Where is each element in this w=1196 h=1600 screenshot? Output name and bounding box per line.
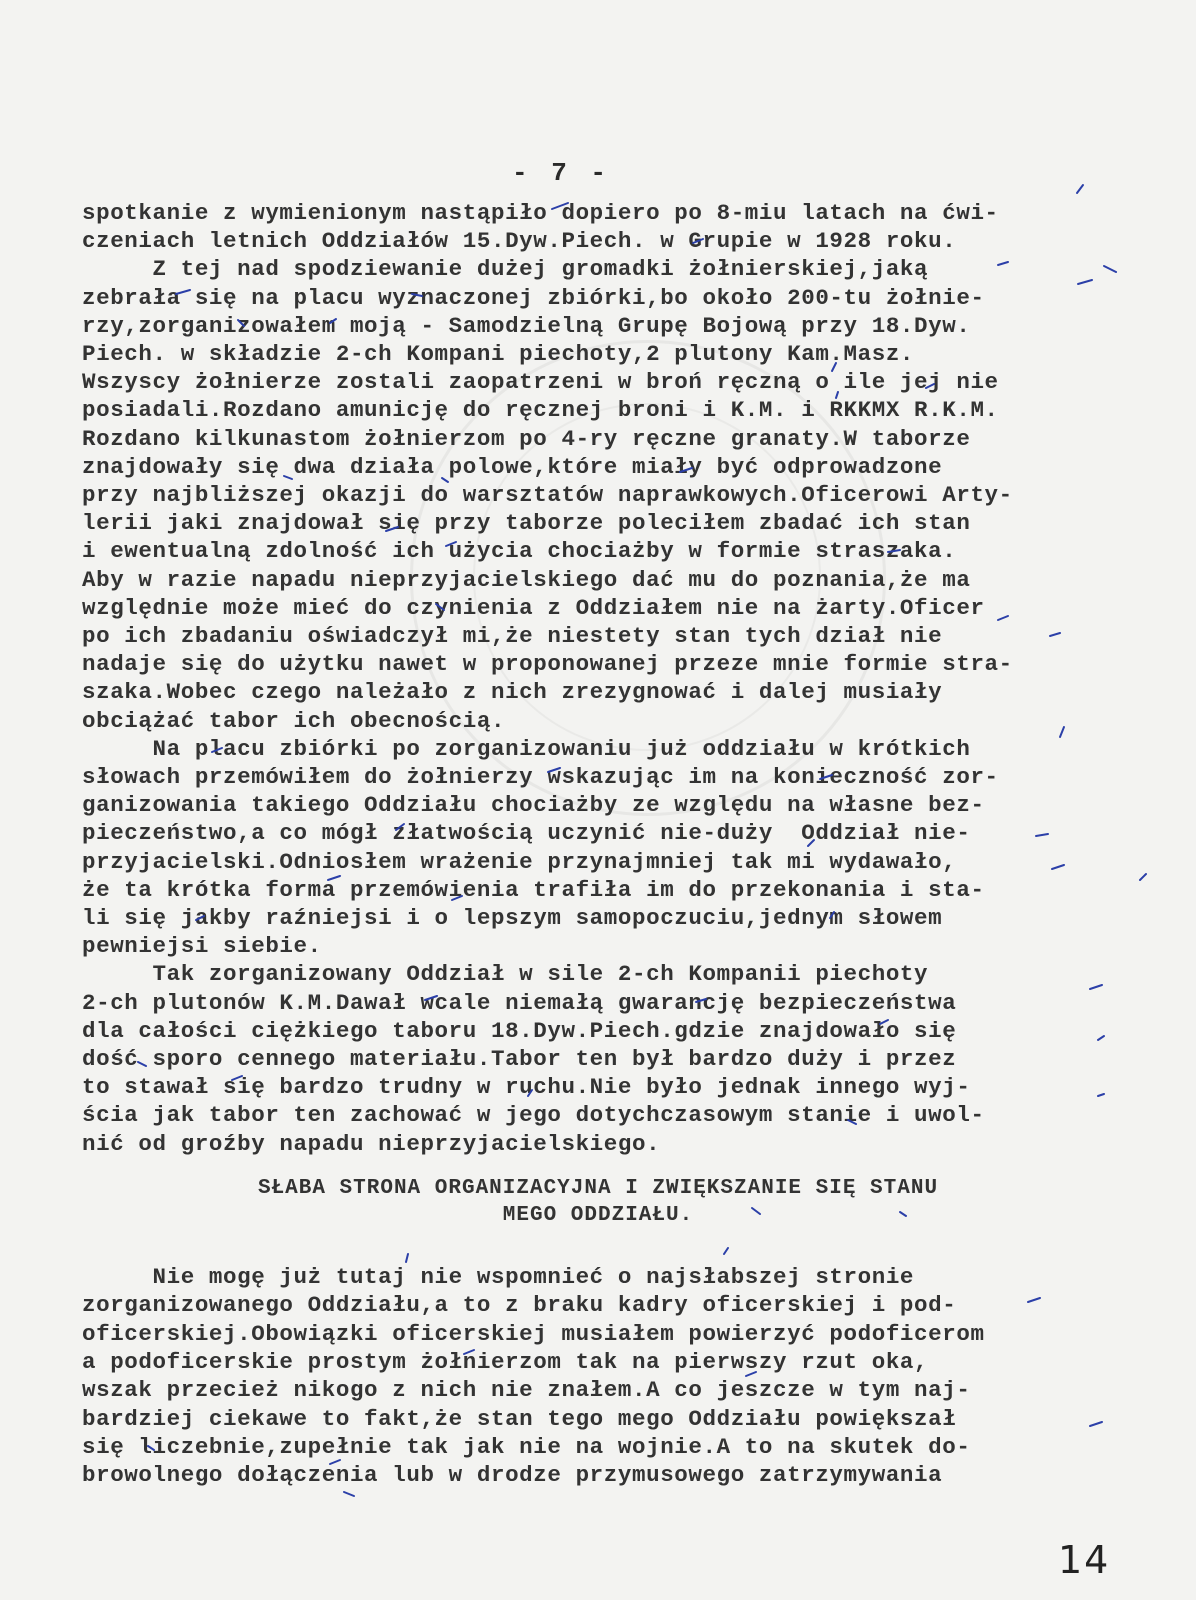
text-line: posiadali.Rozdano amunicję do ręcznej broni i K.M. i RKKMX R.K.M. <box>82 397 999 424</box>
page-number: - 7 - <box>511 158 610 188</box>
text-line: oficerskiej.Obowiązki oficerskiej musiałem powierzyć podoficerom <box>82 1320 985 1347</box>
text-line: browolnego dołączenia lub w drodze przymusowego zatrzymywania <box>82 1462 943 1489</box>
text-line: Rozdano kilkunastom żołnierzom po 4-ry ręczne granaty.W taborze <box>82 425 971 452</box>
text-line: a podoficerskie prostym żołnierzom tak na pierwszy rzut oka, <box>82 1348 929 1375</box>
text-line: pewniejsi siebie. <box>82 933 322 960</box>
text-line: Na placu zbiórki po zorganizowaniu już oddziału w krótkich <box>82 735 971 762</box>
text-line: przyjacielski.Odniosłem wrażenie przynajmniej tak mi wydawało, <box>82 848 957 875</box>
text-line: ganizowania takiego Oddziału chociażby ze względu na własne bez- <box>82 792 985 819</box>
text-line: dość sporo cennego materiału.Tabor ten był bardzo duży i przez <box>82 1046 957 1072</box>
text-line: ścia jak tabor ten zachować w jego dotychczasowym stanie i uwol- <box>82 1102 985 1129</box>
text-line: pieczeństwo,a co mógł złatwością uczynić nie-duży Oddział nie- <box>82 820 971 847</box>
text-line: się liczebnie,zupełnie tak jak nie na wojnie.A to na skutek do- <box>82 1433 971 1460</box>
text-line: znajdowały się dwa działa polowe,które miały być odprowadzone <box>82 453 943 480</box>
text-line: Aby w razie napadu nieprzyjacielskiego dać mu do poznania,że ma <box>82 566 971 593</box>
text-line: wszak przecież nikogo z nich nie znałem.A co jeszcze w tym naj- <box>82 1377 971 1404</box>
text-line: przy najbliższej okazji do warsztatów naprawkowych.Oficerowi Arty- <box>82 482 1013 508</box>
text-line: 2-ch plutonów K.M.Dawał wcale niemałą gwarancję bezpieczeństwa <box>82 989 957 1016</box>
text-line: słowach przemówiłem do żołnierzy wskazując im na konieczność zor- <box>82 764 999 790</box>
text-line: zorganizowanego Oddziału,a to z braku kadry oficerskiej i pod- <box>82 1292 957 1319</box>
text-line: Piech. w składzie 2-ch Kompani piechoty,2 plutony Kam.Masz. <box>82 341 915 367</box>
text-line: Z tej nad spodziewanie dużej gromadki żołnierskiej,jaką <box>82 256 929 283</box>
text-line: Wszyscy żołnierze zostali zaopatrzeni w broń ręczną o ile jej nie <box>82 369 999 396</box>
text-line: lerii jaki znajdował się przy taborze poleciłem zbadać ich stan <box>82 510 971 537</box>
text-line: Nie mogę już tutaj nie wspomnieć o najsłabszej stronie <box>82 1264 915 1290</box>
text-line: względnie może mieć do czynienia z Oddziałem nie na żarty.Oficer <box>82 594 985 621</box>
text-line: bardziej ciekawe to fakt,że stan tego mego Oddziału powiększał <box>82 1405 957 1432</box>
text-line: obciążać tabor ich obecnością. <box>82 707 506 734</box>
text-line: spotkanie z wymienionym nastąpiło dopiero po 8-miu latach na ćwi- <box>82 200 999 226</box>
heading-line: MEGO ODDZIAŁU. <box>502 1204 694 1227</box>
heading-line: SŁABA STRONA ORGANIZACYJNA I ZWIĘKSZANIE SIĘ STANU <box>257 1177 939 1200</box>
text-line: nić od groźby napadu nieprzyjacielskiego. <box>82 1130 661 1157</box>
text-line: to stawał się bardzo trudny w ruchu.Nie było jednak innego wyj- <box>82 1074 971 1101</box>
text-line: li się jakby raźniejsi i o lepszym samopoczuciu,jednym słowem <box>82 905 943 931</box>
text-line: szaka.Wobec czego należało z nich zrezygnować i dalej musiały <box>82 679 943 706</box>
text-line: po ich zbadaniu oświadczył mi,że niestety stan tych dział nie <box>82 623 943 649</box>
text-line: czeniach letnich Oddziałów 15.Dyw.Piech. w Grupie w 1928 roku. <box>82 228 957 255</box>
text-line: zebrała się na placu wyznaczonej zbiórki,bo około 200-tu żołnie- <box>82 284 985 311</box>
text-line: dla całości ciężkiego taboru 18.Dyw.Piech.gdzie znajdowało się <box>82 1017 957 1044</box>
archive-page-number: 14 <box>1058 1538 1111 1582</box>
text-line: i ewentualną zdolność ich użycia chociażby w formie straszaka. <box>82 538 957 565</box>
text-line: Tak zorganizowany Oddział w sile 2-ch Kompanii piechoty <box>82 961 929 988</box>
text-line: że ta krótka forma przemówienia trafiła im do przekonania i sta- <box>82 876 985 903</box>
text-line: rzy,zorganizowałem moją - Samodzielną Grupę Bojową przy 18.Dyw. <box>82 312 971 339</box>
text-line: nadaje się do użytku nawet w proponowanej przeze mnie formie stra- <box>82 651 1013 678</box>
